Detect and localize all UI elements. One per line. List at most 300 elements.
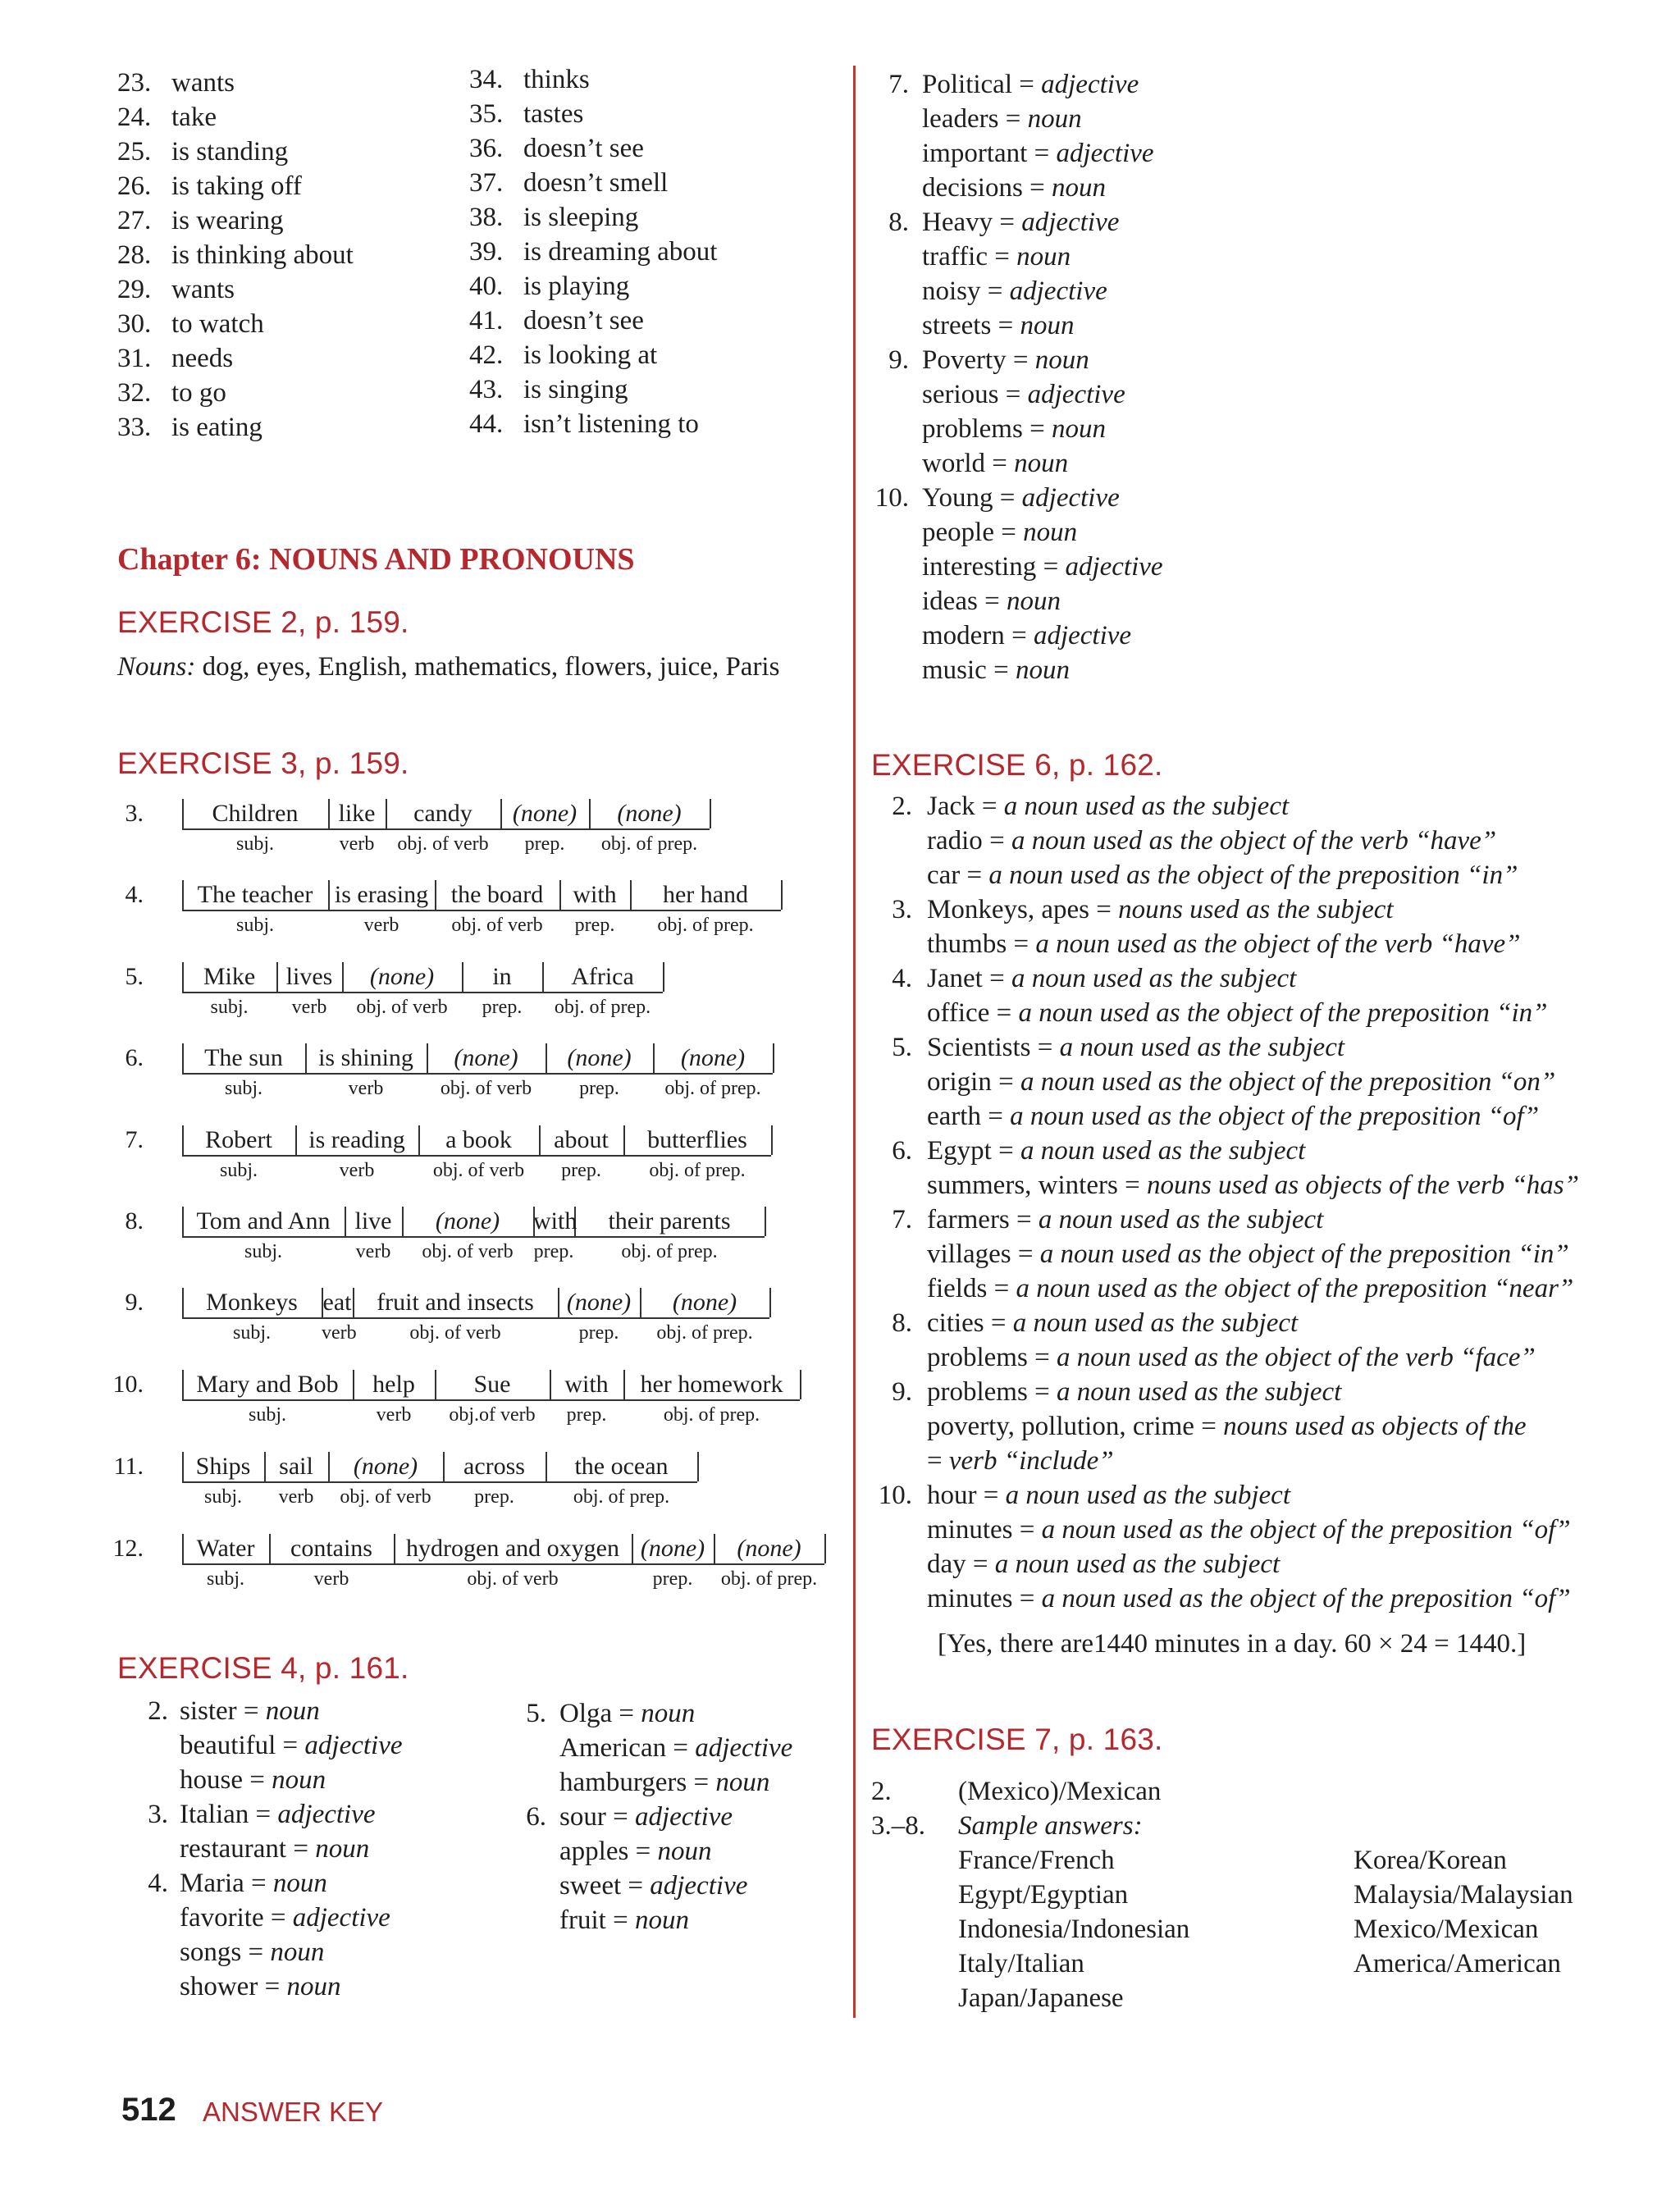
footer-label: ANSWER KEY	[203, 2097, 384, 2127]
item-text: to watch	[171, 309, 264, 339]
equals-sign: =	[1027, 139, 1057, 168]
diagram-label: obj. of prep.	[649, 1160, 746, 1181]
answer-value	[559, 1903, 689, 1937]
item-number: 29.	[117, 275, 152, 304]
answer-line	[135, 1866, 327, 1901]
answer-word: serious	[922, 380, 999, 409]
answer-value	[927, 858, 1518, 892]
country-pair: Mexico/Mexican	[1354, 1914, 1539, 1944]
item-number: 26.	[117, 171, 152, 201]
answer-value	[927, 1030, 1344, 1065]
answer-value	[559, 1731, 792, 1765]
answer-word: shower	[180, 1972, 258, 2001]
diagram-label: prep.	[524, 833, 565, 855]
equals-sign: =	[1036, 552, 1066, 582]
item-number: 9.	[888, 345, 909, 375]
answer-role: a noun used as the object of the preposition “of”	[1010, 1102, 1540, 1131]
answer-role: a noun used as the subject	[1012, 1308, 1299, 1338]
answer-line	[135, 1694, 320, 1728]
answer-value	[927, 1478, 1290, 1513]
diagram-word: sail	[279, 1453, 313, 1480]
sentence-diagram	[98, 1205, 861, 1271]
answer-word: Scientists	[927, 1033, 1031, 1062]
answer-word: origin	[927, 1067, 992, 1097]
list-item	[469, 200, 639, 235]
answer-word: important	[922, 139, 1028, 168]
country-pair: France/French	[958, 1846, 1115, 1875]
item-number: 5.	[526, 1699, 546, 1728]
answer-value	[922, 171, 1106, 205]
answer-role: adjective	[695, 1733, 793, 1763]
answer-value	[922, 67, 1139, 102]
sentence-diagram	[98, 1368, 861, 1434]
item-number: 10.	[874, 483, 909, 513]
list-item	[117, 307, 264, 341]
answer-word: leaders	[922, 104, 999, 134]
country-pair: Indonesia/Indonesian	[958, 1914, 1190, 1944]
item-number: 32.	[117, 378, 152, 408]
answer-role: adjective	[1009, 276, 1107, 306]
answer-word: Monkeys, apes	[927, 895, 1089, 924]
exercise-3-heading: EXERCISE 3, p. 159.	[117, 746, 409, 780]
equals-sign: =	[1007, 929, 1036, 959]
divider-bar	[697, 1452, 699, 1481]
equals-sign: =	[1022, 173, 1052, 203]
item-number: 39.	[469, 237, 504, 267]
equals-sign: =	[263, 1903, 293, 1933]
diagram-label: obj. of verb	[432, 1160, 525, 1181]
equals-sign: =	[1027, 1377, 1057, 1407]
item-number: 31.	[117, 344, 152, 373]
item-text: take	[171, 103, 217, 132]
diagram-word: The teacher	[197, 881, 313, 908]
answer-role: noun	[286, 1972, 341, 2001]
answer-value	[559, 1696, 695, 1731]
diagram-word: candy	[413, 800, 472, 827]
equals-sign: =	[986, 655, 1016, 685]
diagram-label: verb	[348, 1078, 384, 1099]
item-number: 38.	[469, 203, 504, 232]
item-text: isn’t listening to	[523, 409, 699, 439]
diagram-label: verb	[291, 997, 327, 1018]
equals-sign: =	[687, 1768, 716, 1797]
item-number: 5.	[892, 1033, 912, 1062]
equals-sign: =	[605, 1905, 635, 1935]
answer-role: adjective	[1033, 621, 1132, 650]
answer-word: minutes	[927, 1515, 1013, 1545]
item-number: 43.	[469, 375, 504, 404]
diagram-word: (none)	[640, 1535, 705, 1562]
equals-sign: =	[980, 276, 1010, 306]
diagram-label: obj. of verb	[340, 1486, 431, 1508]
answer-value	[927, 1237, 1569, 1271]
diagram-label: obj. of prep.	[573, 1486, 670, 1508]
answer-value	[180, 1694, 320, 1728]
answer-word: fruit	[559, 1905, 606, 1935]
answer-line	[868, 343, 1089, 377]
answer-word: farmers	[927, 1205, 1010, 1234]
answer-value	[927, 1134, 1305, 1168]
divider-bar	[769, 1288, 771, 1317]
answer-word: Egypt	[927, 1136, 992, 1166]
diagram-word: the board	[450, 881, 544, 908]
answer-word: hour	[927, 1481, 977, 1510]
diagram-label: subj.	[210, 997, 249, 1018]
item-number: 41.	[469, 306, 504, 335]
diagram-word: is shining	[318, 1044, 413, 1071]
diagram-label: prep.	[474, 1486, 514, 1508]
answer-word: American	[559, 1733, 667, 1763]
diagram-label: verb	[363, 915, 399, 936]
diagram-label: subj.	[244, 1241, 282, 1262]
equals-sign: =	[286, 1834, 316, 1864]
item-number: 40.	[469, 272, 504, 301]
answer-word: people	[922, 518, 994, 547]
answer-role: noun	[270, 1937, 325, 1967]
answer-line	[871, 1375, 1342, 1409]
diagram-label: subj.	[219, 1160, 258, 1181]
diagram-word: like	[338, 800, 376, 827]
diagram-word: Mary and Bob	[196, 1371, 339, 1398]
answer-role: verb “include”	[948, 1446, 1114, 1476]
list-item	[117, 169, 302, 203]
equals-sign: =	[1030, 1033, 1060, 1062]
answer-role: adjective	[1021, 208, 1120, 237]
diagram-word: Water	[196, 1535, 255, 1562]
equals-sign: =	[1022, 414, 1052, 444]
answer-line	[517, 1696, 696, 1731]
item-number: 7.	[892, 1205, 912, 1234]
item-number: 23.	[117, 68, 152, 98]
answer-role: adjective	[650, 1871, 748, 1901]
answer-word: poverty, pollution, crime	[927, 1412, 1194, 1441]
exercise-4-heading: EXERCISE 4, p. 161.	[117, 1651, 409, 1685]
diagram-word: the ocean	[574, 1453, 669, 1480]
equals-sign: =	[249, 1800, 278, 1829]
answer-value	[180, 1935, 324, 1969]
item-number: 8.	[888, 208, 909, 237]
answer-role: noun	[315, 1834, 370, 1864]
answer-role: a noun used as the subject	[1056, 1377, 1342, 1407]
diagram-label: prep.	[566, 1404, 607, 1426]
answer-role: a noun used as the object of the verb “have”	[1035, 929, 1521, 959]
divider-bar	[663, 962, 664, 992]
answer-value	[922, 377, 1125, 412]
item-number: 35.	[469, 99, 504, 129]
answer-line	[871, 1134, 1306, 1168]
diagram-label: subj.	[224, 1078, 262, 1099]
sentence-diagram	[98, 1124, 861, 1189]
item-text: is playing	[523, 272, 630, 301]
answer-role: a noun used as the object of the preposition “of”	[1041, 1515, 1571, 1545]
answer-word: sweet	[559, 1871, 622, 1901]
answer-role: a noun used as the subject	[994, 1549, 1281, 1579]
answer-role: noun	[1034, 345, 1089, 375]
country-pair: Italy/Italian	[958, 1949, 1084, 1978]
divider-bar	[773, 1043, 774, 1073]
diagram-word: fruit and insects	[377, 1289, 534, 1316]
equals-sign: =	[991, 1067, 1020, 1097]
equals-sign: =	[998, 380, 1028, 409]
answer-value	[922, 653, 1070, 687]
country-pair: Korea/Korean	[1354, 1846, 1507, 1875]
equals-sign: =	[980, 1102, 1011, 1131]
diagram-word: Ships	[195, 1453, 251, 1480]
equals-sign: =	[927, 1446, 949, 1476]
item-number: 8.	[125, 1207, 144, 1234]
equals-sign: =	[621, 1871, 651, 1901]
diagram-word: (none)	[369, 963, 435, 990]
item-number: 6.	[125, 1044, 144, 1071]
diagram-word: hydrogen and oxygen	[406, 1535, 619, 1562]
diagram-word: in	[492, 963, 512, 990]
chapter-title: Chapter 6: NOUNS AND PRONOUNS	[117, 542, 635, 577]
answer-role: adjective	[634, 1802, 733, 1832]
item-number: 12.	[112, 1535, 144, 1562]
answer-value	[927, 892, 1394, 927]
item-text: doesn’t see	[523, 134, 644, 163]
diagram-word: eat	[322, 1289, 352, 1316]
equals-sign: =	[628, 1837, 658, 1866]
list-item	[469, 235, 718, 269]
diagram-label: subj.	[206, 1568, 244, 1590]
answer-role: a noun used as the object of the verb “have”	[1011, 826, 1497, 856]
diagram-label: prep.	[578, 1322, 619, 1344]
diagram-word: Monkeys	[206, 1289, 298, 1316]
answer-line	[868, 67, 1139, 102]
answer-value	[180, 1728, 403, 1763]
answer-value	[927, 1271, 1573, 1306]
diagram-word: with	[573, 881, 617, 908]
equals-sign: =	[988, 242, 1017, 272]
answer-word: songs	[180, 1937, 242, 1967]
item-number: 5.	[125, 963, 144, 990]
diagram-word: Mike	[203, 963, 256, 990]
answer-value	[927, 1444, 1114, 1478]
answer-line	[871, 1478, 1290, 1513]
diagram-label: obj. of verb	[467, 1568, 559, 1590]
item-number: 33.	[117, 413, 152, 442]
answer-role: adjective	[1056, 139, 1154, 168]
item-number: 11.	[113, 1453, 144, 1480]
sentence-diagram	[98, 1532, 861, 1598]
equals-sign: =	[236, 1696, 266, 1726]
answer-role: adjective	[1041, 70, 1139, 99]
nouns-list: dog, eyes, English, mathematics, flowers, juice, Paris	[195, 652, 780, 682]
answer-word: beautiful	[180, 1731, 276, 1760]
diagram-label: subj.	[235, 833, 274, 855]
answer-word: Olga	[559, 1699, 613, 1728]
answer-value	[180, 1763, 326, 1797]
exercise-7-line-2: 2. (Mexico)/Mexican	[871, 1777, 1162, 1806]
equals-sign: =	[982, 826, 1011, 856]
answer-value	[922, 481, 1120, 515]
answer-word: world	[922, 449, 985, 478]
answer-value	[559, 1869, 747, 1903]
answer-word: hamburgers	[559, 1768, 687, 1797]
diagram-label: subj.	[232, 1322, 271, 1344]
equals-sign: =	[991, 1136, 1020, 1166]
diagram-label: obj. of prep.	[600, 833, 698, 855]
list-item	[117, 272, 235, 307]
diagram-word: (none)	[512, 800, 578, 827]
answer-word: Young	[922, 483, 993, 513]
diagram-label: prep.	[652, 1568, 693, 1590]
answer-word: music	[922, 655, 987, 685]
answer-value	[927, 1168, 1579, 1203]
item-number: 36.	[469, 134, 504, 163]
answer-value	[180, 1969, 340, 2004]
answer-line	[871, 892, 1394, 927]
answer-word: Maria	[180, 1869, 244, 1898]
item-number: 44.	[469, 409, 504, 439]
diagram-label: prep.	[579, 1078, 619, 1099]
answer-role: a noun used as the object of the preposition “in”	[988, 860, 1518, 890]
item-text: to go	[171, 378, 226, 408]
answer-value	[927, 1409, 1526, 1444]
diagram-word: their parents	[608, 1207, 731, 1234]
answer-word: Political	[922, 70, 1012, 99]
item-number: 25.	[117, 137, 152, 167]
diagram-word: is reading	[308, 1126, 405, 1153]
answer-value	[922, 343, 1089, 377]
answer-line	[871, 1203, 1324, 1237]
answer-word: Janet	[927, 964, 983, 993]
answer-word: problems	[927, 1377, 1028, 1407]
diagram-word: Sue	[473, 1371, 511, 1398]
answer-word: decisions	[922, 173, 1023, 203]
diagram-label: obj. of verb	[356, 997, 448, 1018]
list-item	[117, 238, 354, 272]
answer-role: noun	[641, 1699, 696, 1728]
country-pair: Egypt/Egyptian	[958, 1880, 1129, 1910]
answer-value	[922, 308, 1074, 343]
answer-role: a noun used as the object of the preposition “in”	[1018, 998, 1548, 1028]
item-number: 9.	[125, 1289, 144, 1316]
item-number: 4.	[892, 964, 912, 993]
answer-role: noun	[272, 1765, 326, 1795]
answer-role: adjective	[1027, 380, 1125, 409]
diagram-word: a book	[445, 1126, 512, 1153]
answer-word: car	[927, 860, 961, 890]
diagram-word: across	[463, 1453, 525, 1480]
answer-role: noun	[1014, 449, 1069, 478]
answer-value	[927, 1203, 1323, 1237]
divider-bar	[765, 1207, 766, 1236]
equals-sign: =	[258, 1972, 287, 2001]
equals-sign: =	[605, 1802, 635, 1832]
answer-word: earth	[927, 1102, 981, 1131]
answer-value	[927, 927, 1520, 961]
equals-sign: =	[987, 1274, 1016, 1303]
item-number: 34.	[469, 65, 504, 94]
item-text: is sleeping	[523, 203, 639, 232]
answer-value	[180, 1797, 376, 1832]
item-text: is looking at	[523, 340, 658, 370]
diagram-label: prep.	[561, 1160, 601, 1181]
answer-value	[927, 1099, 1539, 1134]
diagram-word: Africa	[571, 963, 634, 990]
list-item	[469, 303, 644, 338]
diagram-word: Children	[212, 800, 299, 827]
exercise-6-heading: EXERCISE 6, p. 162.	[871, 748, 1163, 782]
answer-word: Heavy	[922, 208, 993, 237]
answer-role: noun	[1051, 414, 1106, 444]
item-number: 4.	[125, 881, 144, 908]
answer-value	[927, 1513, 1571, 1547]
answer-role: noun	[715, 1768, 770, 1797]
answer-value	[927, 1065, 1555, 1099]
page-number: 512	[121, 2092, 176, 2128]
diagram-word: with	[564, 1371, 609, 1398]
equals-sign: =	[1012, 1515, 1042, 1545]
diagram-word: butterflies	[647, 1126, 747, 1153]
answer-role: adjective	[1065, 552, 1163, 582]
answer-value	[922, 240, 1071, 274]
answer-value	[180, 1866, 327, 1901]
list-item	[117, 66, 235, 100]
diagram-word: (none)	[566, 1289, 632, 1316]
answer-role: a noun used as the object of the preposition “on”	[1020, 1067, 1556, 1097]
item-number: 3.	[148, 1800, 168, 1829]
equals-sign: =	[276, 1731, 305, 1760]
answer-word: radio	[927, 826, 983, 856]
answer-value	[922, 515, 1077, 550]
item-text: is wearing	[171, 206, 284, 235]
equals-sign: =	[976, 1481, 1006, 1510]
answer-word: office	[927, 998, 990, 1028]
answer-word: sour	[559, 1802, 606, 1832]
sentence-diagram	[98, 961, 861, 1026]
item-text: needs	[171, 344, 234, 373]
item-number: 4.	[148, 1869, 168, 1898]
diagram-word: her hand	[662, 881, 749, 908]
answer-word: cities	[927, 1308, 984, 1338]
diagram-word: (none)	[567, 1044, 632, 1071]
item-text: tastes	[523, 99, 584, 129]
diagram-label: obj. of prep.	[657, 915, 754, 936]
diagram-label: obj. of prep.	[554, 997, 651, 1018]
answer-value	[559, 1800, 733, 1834]
exercise-2-answer	[117, 650, 779, 684]
item-text: is eating	[171, 413, 262, 442]
diagram-word: The sun	[204, 1044, 283, 1071]
equals-sign: =	[243, 1765, 272, 1795]
item-text: is dreaming about	[523, 237, 718, 267]
item-number: 6.	[526, 1802, 546, 1832]
equals-sign: =	[989, 998, 1019, 1028]
answer-word: day	[927, 1549, 966, 1579]
diagram-word: contains	[290, 1535, 372, 1562]
answer-role: adjective	[292, 1903, 390, 1933]
answer-line	[871, 789, 1290, 824]
answer-role: noun	[1016, 242, 1071, 272]
diagram-label: obj. of verb	[409, 1322, 501, 1344]
diagram-label: obj. of prep.	[664, 1078, 761, 1099]
item-text: is singing	[523, 375, 628, 404]
diagram-label: verb	[339, 1160, 375, 1181]
list-item	[469, 62, 590, 97]
equals-sign: =	[975, 792, 1004, 821]
answer-value	[922, 136, 1154, 171]
answer-value	[922, 446, 1068, 481]
diagram-word: Tom and Ann	[196, 1207, 331, 1234]
answer-word: favorite	[180, 1903, 264, 1933]
item-number: 24.	[117, 103, 152, 132]
answer-word: ideas	[922, 586, 978, 616]
answer-word: fields	[927, 1274, 988, 1303]
equals-sign: =	[1117, 1171, 1147, 1200]
